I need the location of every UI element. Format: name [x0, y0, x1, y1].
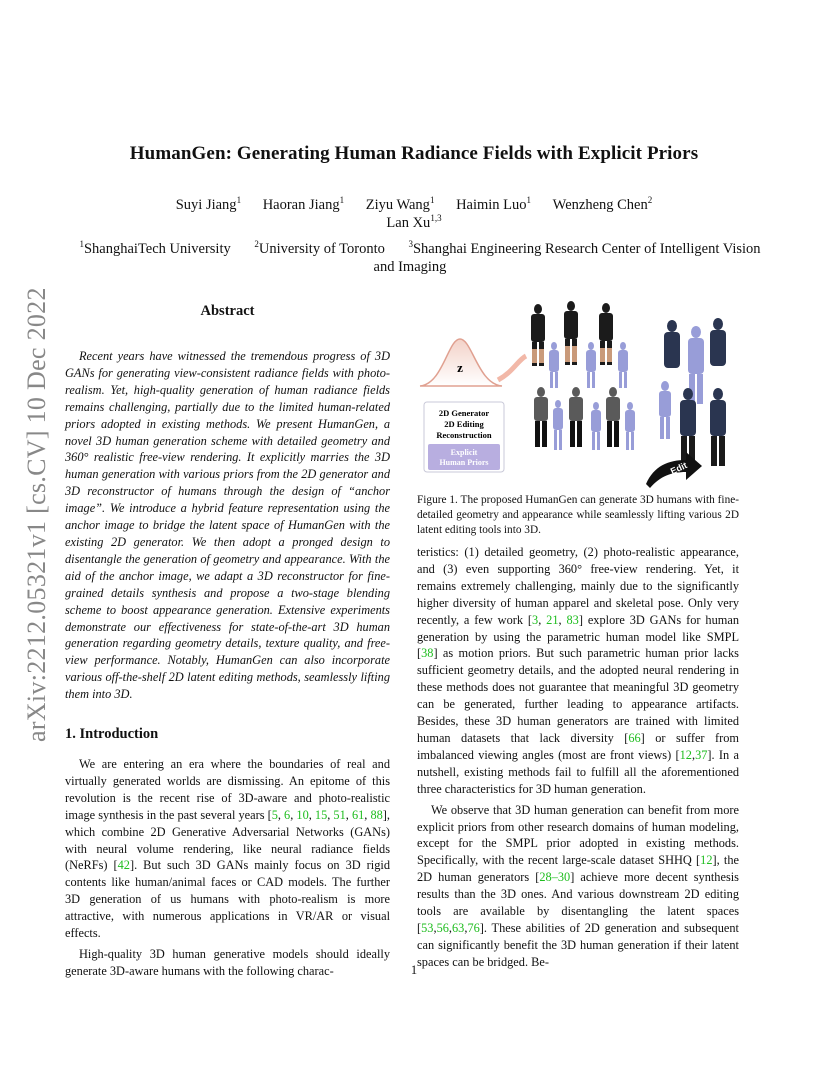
text-run: ,: [558, 612, 567, 627]
text-run: ]. But such 3D GANs mainly focus on 3D rigid contents like human/animal faces or CAD models. The further 3D generation of us humans with photo-realism is more attractive, with numerous applications in VR/AR or visual effects.: [65, 858, 390, 941]
page-number: 1: [410, 963, 418, 977]
author-list: [0, 196, 828, 232]
right-column: [417, 544, 739, 971]
prior-line: Human Priors: [439, 458, 489, 467]
author-line-1: [0, 196, 828, 214]
citation-link[interactable]: 53: [421, 920, 434, 935]
citation-link[interactable]: 5: [271, 807, 278, 822]
text-run: ,: [448, 920, 452, 935]
arxiv-stamp: [22, 285, 52, 745]
section-heading: 1. Introduction: [65, 726, 159, 742]
author: Suyi Jiang$^1$: [175, 195, 242, 213]
text-run: ,: [464, 920, 468, 935]
text-run: ,: [290, 807, 297, 822]
text-run: ] achieve more decent synthesis results than the 3D ones. And various downstream 2D editing tools are available by disentangling the latent spaces [: [417, 870, 739, 935]
citation-link[interactable]: 76: [467, 920, 480, 935]
affiliation: $^2$University of Toronto: [254, 239, 385, 257]
text-run: ,: [538, 612, 547, 627]
edit-label: Edit: [668, 460, 689, 477]
text-run: ,: [433, 920, 437, 935]
paragraph: High-quality 3D human generative models should ideally generate 3D-aware humans with the following charac-: [65, 946, 390, 978]
abstract-heading: Abstract: [200, 303, 255, 319]
text-run: ,: [277, 807, 285, 822]
citation-link[interactable]: 83: [566, 612, 579, 627]
citation-link[interactable]: 56: [436, 920, 449, 935]
author-line-2: [0, 214, 828, 232]
citation-link[interactable]: 15: [314, 807, 328, 822]
citation-link[interactable]: 63: [452, 920, 465, 935]
box-line: 2D Generator: [438, 408, 490, 418]
text-run: ] or suffer from imbalanced viewing angles (most are front views) [: [417, 730, 739, 762]
citation-link[interactable]: 42: [117, 858, 130, 873]
arxiv-id: arXiv:2212.05321v1 [cs.CV] 10 Dec 2022: [22, 287, 51, 743]
intro-column: [65, 756, 390, 980]
author: Haoran Jiang$^1$: [262, 195, 345, 213]
affiliation-list: [60, 240, 770, 276]
citation-link[interactable]: 51: [333, 807, 346, 822]
prior-line: Explicit: [450, 448, 478, 457]
box-line: Reconstruction: [436, 430, 492, 440]
latent-label: z: [457, 360, 463, 375]
text-run: ], the 2D human generators [: [417, 853, 739, 885]
author: Haimin Luo$^1$: [456, 195, 532, 213]
pipeline-box: [424, 402, 504, 472]
citation-link[interactable]: 12: [700, 853, 713, 868]
text-run: ]. In a nutshell, existing methods fail to fulfill all the aforementioned three characteristics for 3D human generation.: [417, 747, 739, 796]
citation-link[interactable]: 37: [695, 747, 708, 762]
citation-link[interactable]: 88: [370, 807, 383, 822]
affiliation: $^3$Shanghai Engineering Research Center of Intelligent Vision and Imaging: [373, 239, 761, 275]
box-line: 2D Editing: [444, 419, 484, 429]
text-run: We are entering an era where the boundaries of real and virtually generated worlds are dismissing. An epitome of this revolution is the recent rise of 3D-aware and photo-realistic image synthesis in the past several years [: [65, 757, 390, 822]
figure-caption: Figure 1. The proposed HumanGen can generate 3D humans with fine-detailed geometry and appearance while seamlessly lifting various 2D latent editing tools into 3D.: [417, 494, 739, 536]
paragraph: [417, 544, 739, 798]
text-run: We observe that 3D human generation can benefit from more explicit priors from other research domains of human modeling, except for the SMPL prior adopted in existing methods. Specifically, with the recent large-scale dataset SHHQ [: [417, 802, 739, 868]
paragraph: [65, 756, 390, 942]
affiliation: $^1$ShanghaiTech University: [79, 239, 231, 257]
author: Ziyu Wang$^1$: [365, 195, 435, 213]
author: Wenzheng Chen$^2$: [552, 195, 653, 213]
figure-illustration: [418, 294, 740, 490]
citation-link[interactable]: 61: [351, 807, 365, 822]
text-run: ,: [364, 807, 371, 822]
citation-link[interactable]: 66: [628, 730, 641, 745]
citation-link[interactable]: 6: [284, 807, 291, 822]
citation-link[interactable]: 10: [296, 807, 309, 822]
text-run: ] as motion priors. But such parametric human prior lacks sufficient geometry details, and the adopted neural rendering in these methods does not guarantee that meaningful 3D geometry can be generated, further leading to appearance artifacts. Besides, these 3D human generators are trained with limited human datasets that lack diversity [: [417, 646, 739, 745]
author: Lan Xu$^{1,3}$: [386, 213, 442, 231]
flow-arrow: [498, 356, 526, 380]
citation-link[interactable]: 12: [679, 747, 692, 762]
abstract-text: Recent years have witnessed the tremendous progress of 3D GANs for generating view-consistent radiance fields with photo-realism. Yet, high-quality generation of human radiance fields remains challenging, partially due to the limited human-related priors adopted in existing methods. We present HumanGen, a novel 3D human generation scheme with detailed geometry and 360° realistic free-view rendering. It explicitly marries the 3D human generation with various priors from the 2D generator and 3D reconstructor of humans through the design of “anchor image”. We introduce a hybrid feature representation using the anchor image to bridge the latent space of HumanGen with the existing 2D generator. We then adopt a pronged design to disentangle the generation of geometry and appearance. With the aid of the anchor image, we adapt a 3D reconstructor for fine-grained details synthesis and propose a two-stage blending scheme to boost appearance generation. Extensive experiments demonstrate our effectiveness for state-of-the-art 3D human generation regarding geometry details, texture quality, and free-view performance. Notably, HumanGen can also incorporate various off-the-shelf 2D latent editing methods, seamlessly lifting them into 3D.: [65, 349, 390, 702]
citation-link[interactable]: 3: [532, 612, 539, 627]
text-run: teristics: (1) detailed geometry, (2) photo-realistic appearance, and (3) even supporting 360° free-view rendering. Yet, it remains extremely challenging, mainly due to the significantly higher diversity of human apparel and skeletal pose. Only very recently, a few work [: [417, 545, 739, 627]
generated-humans: [531, 301, 726, 466]
citation-link[interactable]: 38: [421, 646, 434, 661]
figure-1: [418, 294, 740, 490]
text-run: ,: [327, 807, 334, 822]
latent-distribution: [420, 339, 502, 386]
citation-link[interactable]: 28–30: [539, 870, 571, 885]
citation-link[interactable]: 21: [546, 612, 559, 627]
text-run: ,: [345, 807, 352, 822]
paragraph: [417, 802, 739, 971]
text-run: ,: [691, 747, 696, 762]
text-run: ], which combine 2D Generative Adversarial Networks (GANs) with neural volume rendering, like neural radiance fields (NeRFs) [: [65, 807, 390, 873]
text-run: ] explore 3D GANs for human generation by using the parametric human model like SMPL [: [417, 612, 739, 661]
text-run: ]. These abilities of 2D generation and subsequent can significantly benefit the 3D human generation if their latent spaces can be bridged. Be-: [417, 920, 739, 969]
text-run: ,: [308, 807, 315, 822]
paper-title: HumanGen: Generating Human Radiance Fields with Explicit Priors: [129, 143, 699, 164]
